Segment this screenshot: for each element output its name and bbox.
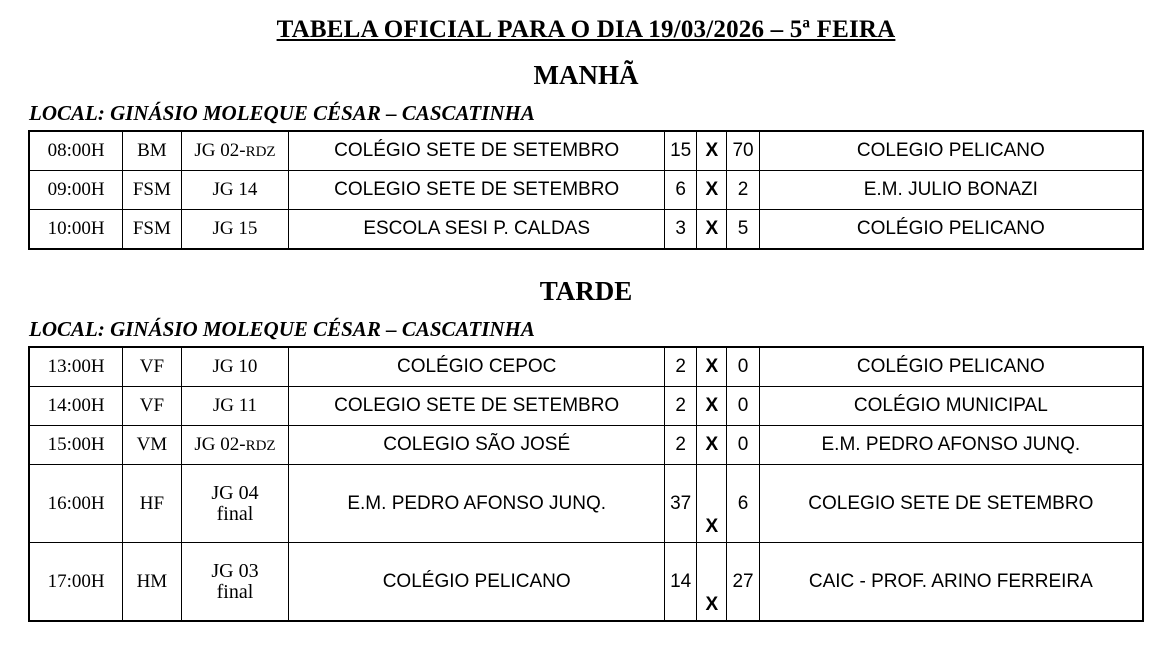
cell-game-suffix: RDZ — [245, 438, 276, 455]
cell-game-line2: final — [216, 580, 254, 603]
schedule-table-afternoon-wrapper — [28, 346, 1144, 622]
schedule-table-morning — [28, 130, 1144, 250]
cell-category: HF — [123, 465, 181, 543]
cell-versus: X — [697, 210, 727, 250]
cell-time: 16:00H — [29, 465, 123, 543]
cell-team-b: E.M. PEDRO AFONSO JUNQ. — [759, 426, 1143, 465]
cell-game-main: JG 02- — [194, 434, 246, 456]
table-row — [29, 131, 1143, 171]
cell-time: 10:00H — [29, 210, 123, 250]
cell-time: 13:00H — [29, 347, 123, 387]
cell-game-main: JG 15 — [212, 218, 258, 240]
cell-score-a: 37 — [665, 465, 697, 543]
section-local-afternoon: LOCAL: GINÁSIO MOLEQUE CÉSAR – CASCATINHA — [29, 317, 535, 341]
cell-category: VF — [123, 387, 181, 426]
cell-game — [181, 387, 289, 426]
table-row — [29, 387, 1143, 426]
cell-category: BM — [123, 131, 181, 171]
cell-game — [181, 543, 289, 622]
cell-team-b: COLEGIO SETE DE SETEMBRO — [759, 465, 1143, 543]
cell-game-main: JG 10 — [212, 356, 258, 378]
cell-versus: X — [697, 131, 727, 171]
cell-game — [181, 426, 289, 465]
cell-game — [181, 131, 289, 171]
cell-time: 09:00H — [29, 171, 123, 210]
cell-score-a: 3 — [665, 210, 697, 250]
cell-score-b: 70 — [727, 131, 759, 171]
cell-game-main: JG 03 — [211, 559, 259, 582]
table-row — [29, 543, 1143, 622]
cell-team-a: COLÉGIO CEPOC — [289, 347, 665, 387]
cell-score-a: 2 — [665, 426, 697, 465]
page-title: TABELA OFICIAL PARA O DIA 19/03/2026 – 5ª FEIRA — [276, 16, 896, 43]
cell-game — [181, 465, 289, 543]
cell-category: HM — [123, 543, 181, 622]
cell-score-b: 27 — [727, 543, 759, 622]
cell-team-b: COLÉGIO MUNICIPAL — [759, 387, 1143, 426]
cell-versus: X — [697, 387, 727, 426]
cell-game-line2: final — [216, 502, 254, 525]
cell-team-b: CAIC - PROF. ARINO FERREIRA — [759, 543, 1143, 622]
cell-category: VM — [123, 426, 181, 465]
cell-game — [181, 347, 289, 387]
schedule-table-morning-wrapper — [28, 130, 1144, 250]
cell-team-a: COLEGIO SÃO JOSÉ — [289, 426, 665, 465]
cell-game-main: JG 11 — [212, 395, 258, 417]
cell-team-b: COLEGIO PELICANO — [759, 131, 1143, 171]
cell-score-a: 6 — [665, 171, 697, 210]
cell-score-b: 0 — [727, 426, 759, 465]
cell-category: VF — [123, 347, 181, 387]
section-local-morning: LOCAL: GINÁSIO MOLEQUE CÉSAR – CASCATINHA — [29, 101, 535, 125]
cell-game-main: JG 02- — [194, 140, 246, 162]
cell-time: 14:00H — [29, 387, 123, 426]
cell-time: 08:00H — [29, 131, 123, 171]
cell-team-a: E.M. PEDRO AFONSO JUNQ. — [289, 465, 665, 543]
cell-team-b: COLÉGIO PELICANO — [759, 347, 1143, 387]
cell-game-main: JG 04 — [211, 481, 259, 504]
cell-versus: X — [697, 465, 727, 543]
cell-game — [181, 210, 289, 250]
cell-game-main: JG 14 — [212, 179, 258, 201]
cell-score-a: 2 — [665, 387, 697, 426]
cell-team-a: COLEGIO SETE DE SETEMBRO — [289, 171, 665, 210]
cell-game-suffix: RDZ — [245, 144, 276, 161]
cell-versus: X — [697, 171, 727, 210]
section-period-afternoon: TARDE — [539, 276, 633, 306]
table-row — [29, 171, 1143, 210]
cell-game — [181, 171, 289, 210]
cell-team-a: COLEGIO SETE DE SETEMBRO — [289, 387, 665, 426]
cell-team-b: E.M. JULIO BONAZI — [759, 171, 1143, 210]
cell-score-b: 5 — [727, 210, 759, 250]
cell-versus: X — [697, 426, 727, 465]
section-period-morning: MANHÃ — [533, 60, 639, 90]
cell-score-a: 14 — [665, 543, 697, 622]
cell-team-a: COLÉGIO SETE DE SETEMBRO — [289, 131, 665, 171]
cell-score-b: 0 — [727, 347, 759, 387]
document-page — [0, 16, 1172, 666]
cell-score-b: 2 — [727, 171, 759, 210]
table-row — [29, 347, 1143, 387]
cell-score-a: 15 — [665, 131, 697, 171]
cell-category: FSM — [123, 210, 181, 250]
cell-category: FSM — [123, 171, 181, 210]
cell-score-b: 6 — [727, 465, 759, 543]
cell-versus: X — [697, 543, 727, 622]
cell-time: 15:00H — [29, 426, 123, 465]
cell-team-a: ESCOLA SESI P. CALDAS — [289, 210, 665, 250]
cell-score-a: 2 — [665, 347, 697, 387]
table-row — [29, 210, 1143, 250]
cell-team-b: COLÉGIO PELICANO — [759, 210, 1143, 250]
cell-score-b: 0 — [727, 387, 759, 426]
cell-team-a: COLÉGIO PELICANO — [289, 543, 665, 622]
cell-time: 17:00H — [29, 543, 123, 622]
cell-versus: X — [697, 347, 727, 387]
table-row — [29, 465, 1143, 543]
table-row — [29, 426, 1143, 465]
schedule-table-afternoon — [28, 346, 1144, 622]
